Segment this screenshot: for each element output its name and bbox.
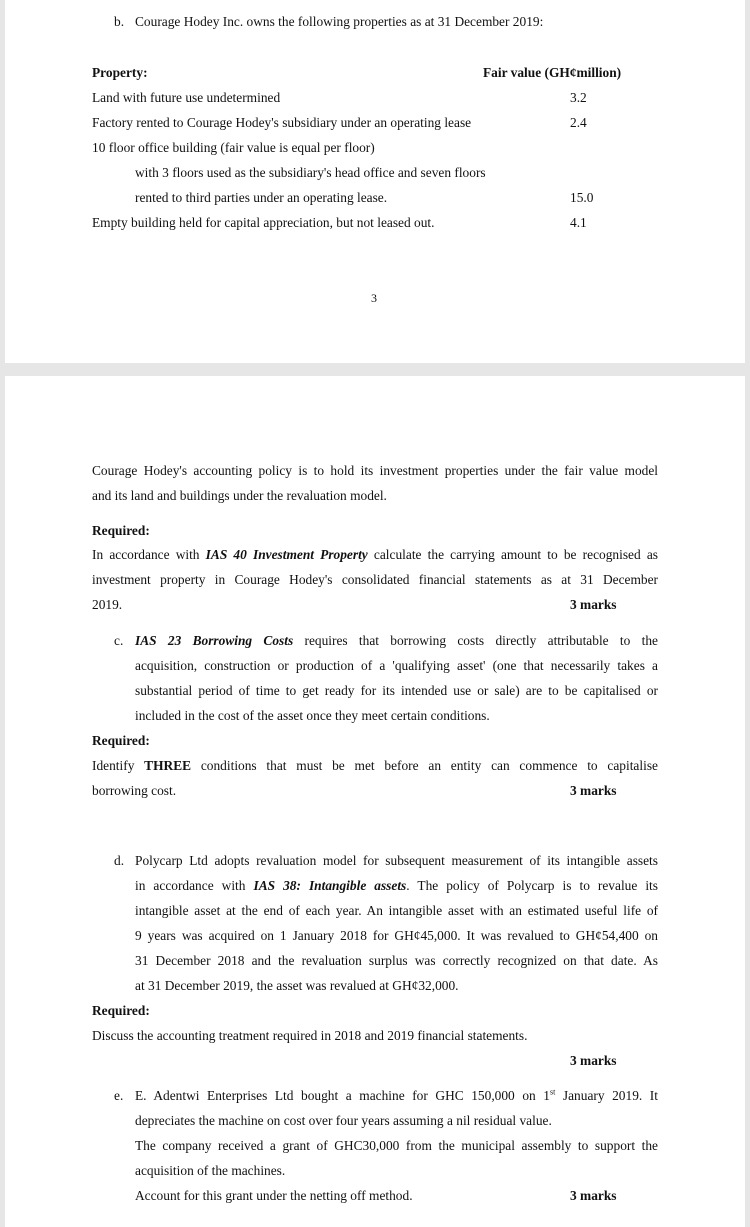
table-row-value: 15.0 [570, 190, 594, 205]
question-b-intro: Courage Hodey Inc. owns the following properties as at 31 December 2019: [135, 14, 544, 29]
required-heading: Required: [92, 523, 150, 538]
required-heading: Required: [92, 733, 150, 748]
question-c-line: acquisition, construction or production of a 'qualifying asset' (one that necessarily takes a [135, 658, 658, 673]
ias23-reference: IAS 23 Borrowing Costs [135, 633, 294, 648]
question-c-required-line: Identify THREE conditions that must be met before an entity can commence to capitalise [92, 758, 658, 773]
table-row-property: 10 floor office building (fair value is equal per floor) [92, 140, 375, 155]
question-d-line: intangible asset at the end of each year. An intangible asset with an estimated useful life of [135, 903, 658, 918]
question-c-required-line: borrowing cost. [92, 783, 177, 798]
table-row-value: 2.4 [570, 115, 587, 130]
question-e-marks: 3 marks [570, 1188, 617, 1203]
question-e-label: e. [114, 1088, 124, 1103]
question-c-line: substantial period of time to get ready for its intended use or sale) are to be capitalised or [135, 683, 658, 698]
ias38-reference: IAS 38: Intangible assets [253, 878, 407, 893]
question-e-line: acquisition of the machines. [135, 1163, 286, 1178]
question-d-line: at 31 December 2019, the asset was revalued at GH¢32,000. [135, 978, 459, 993]
table-row-value: 3.2 [570, 90, 587, 105]
question-d-line: in accordance with IAS 38: Intangible assets. The policy of Polycarp is to revalue its [135, 878, 658, 893]
page-number: 3 [371, 291, 377, 305]
question-d-label: d. [114, 853, 125, 868]
question-b-required-line: 2019. [92, 597, 123, 612]
table-header-fair-value: Fair value (GH¢million) [483, 65, 622, 80]
question-d-line: Polycarp Ltd adopts revaluation model for subsequent measurement of its intangible assets [135, 853, 658, 868]
table-row-property: rented to third parties under an operating lease. [135, 190, 388, 205]
required-heading: Required: [92, 1003, 150, 1018]
policy-text-line: and its land and buildings under the revaluation model. [92, 488, 387, 503]
question-b-label: b. [114, 14, 125, 29]
table-row-property: Land with future use undetermined [92, 90, 281, 105]
question-d-line: 9 years was acquired on 1 January 2018 for GH¢45,000. It was revalued to GH¢54,400 on [135, 928, 658, 943]
question-d-line: 31 December 2018 and the revaluation surplus was correctly recognized on that date. As [135, 953, 658, 968]
table-row-property: with 3 floors used as the subsidiary's head office and seven floors [135, 165, 486, 180]
question-e-line: The company received a grant of GHC30,000 from the municipal assembly to support the [135, 1138, 658, 1153]
document-page-2 [5, 376, 745, 1227]
question-b-required-line: investment property in Courage Hodey's consolidated financial statements as at 31 December [92, 572, 658, 587]
policy-text-line: Courage Hodey's accounting policy is to hold its investment properties under the fair value model [92, 463, 658, 478]
question-b-required-line: In accordance with IAS 40 Investment Property calculate the carrying amount to be recognised as [92, 547, 658, 562]
question-b-marks: 3 marks [570, 597, 617, 612]
table-header-property: Property: [92, 65, 148, 80]
question-e-line: depreciates the machine on cost over four years assuming a nil residual value. [135, 1113, 552, 1128]
table-row-property: Empty building held for capital appreciation, but not leased out. [92, 215, 435, 230]
question-d-marks: 3 marks [570, 1053, 617, 1068]
table-row-property: Factory rented to Courage Hodey's subsidiary under an operating lease [92, 115, 472, 130]
question-c-line: included in the cost of the asset once they meet certain conditions. [135, 708, 490, 723]
question-e-line: Account for this grant under the netting off method. [135, 1188, 413, 1203]
question-d-required-line: Discuss the accounting treatment required in 2018 and 2019 financial statements. [92, 1028, 528, 1043]
ias40-reference: IAS 40 Investment Property [205, 547, 368, 562]
question-c-marks: 3 marks [570, 783, 617, 798]
table-row-value: 4.1 [570, 215, 587, 230]
document-page-1 [5, 0, 745, 363]
question-e-line: E. Adentwi Enterprises Ltd bought a machine for GHC 150,000 on 1st January 2019. It [135, 1087, 658, 1103]
question-c-label: c. [114, 633, 124, 648]
question-c-line: IAS 23 Borrowing Costs requires that borrowing costs directly attributable to the [135, 633, 658, 648]
